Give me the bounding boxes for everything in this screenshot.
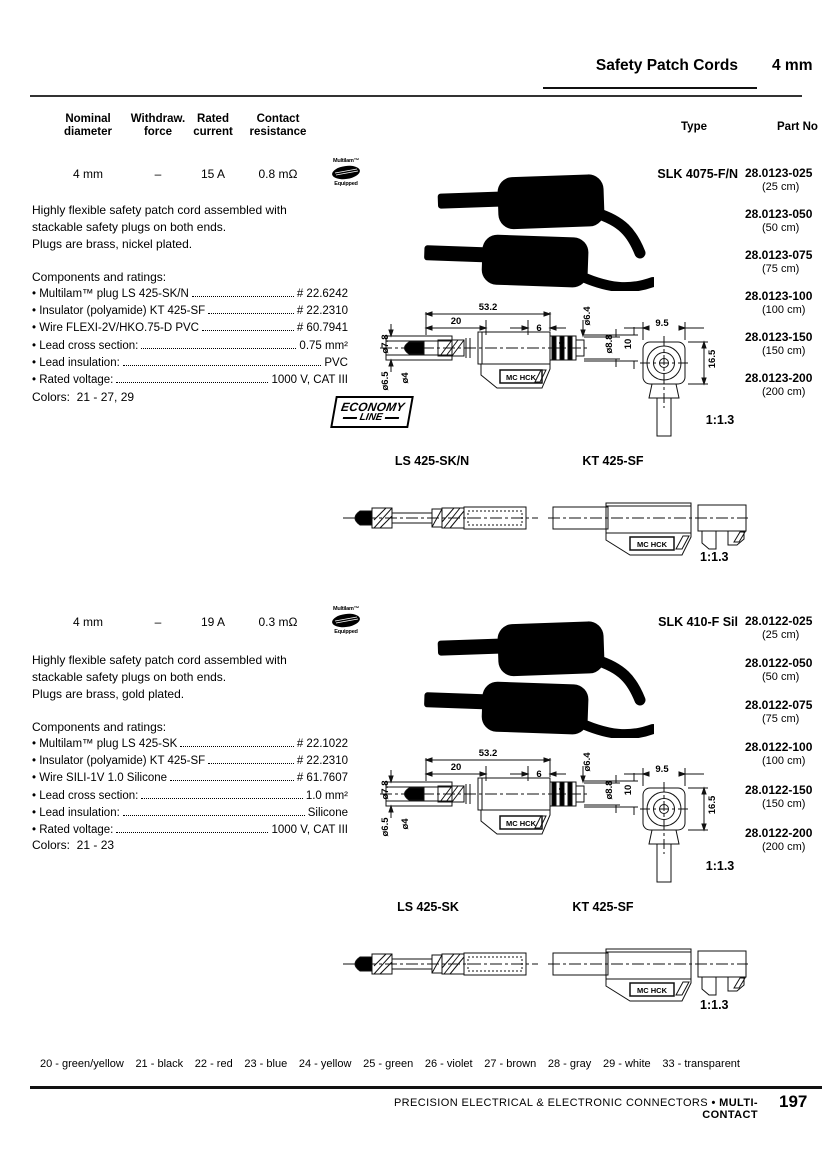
brand-mark: MC HCK	[637, 540, 667, 549]
col-nominal-diameter: Nominal diameter	[64, 113, 112, 138]
component-drawing	[338, 924, 752, 1004]
component-row: • Wire FLEXI-2V/HKO.75-D PVC # 60.7941	[32, 322, 348, 335]
dim-4: ø4	[400, 818, 411, 830]
dimension-drawing	[378, 290, 746, 438]
multilam-equipped-logo: Multilam™ Equipped	[332, 158, 359, 187]
dim-total: 53.2	[478, 302, 498, 313]
part-entry: 28.0123-050 (50 cm)	[745, 207, 813, 234]
part-entry: 28.0123-100 (100 cm)	[745, 289, 813, 316]
dim-78: ø7.8	[380, 334, 391, 354]
top-rule	[30, 95, 802, 97]
dim-4: ø4	[400, 372, 411, 384]
pin-label: LS 425-SK/N	[394, 454, 470, 468]
part-entry: 28.0122-025 (25 cm)	[745, 614, 813, 641]
part-entry: 28.0123-150 (150 cm)	[745, 330, 813, 357]
footer-line: PRECISION ELECTRICAL & ELECTRONIC CONNECTORS • MULTI-CONTACT	[393, 1097, 758, 1121]
part-entry: 28.0123-200 (200 cm)	[745, 371, 813, 398]
multilam-blob-icon	[331, 165, 361, 180]
component-row: • Multilam™ plug LS 425-SK/N # 22.6242	[32, 288, 348, 300]
legend-item: 21 - black	[135, 1058, 184, 1070]
legend-item: 26 - violet	[424, 1058, 473, 1070]
dim-64: ø6.4	[582, 306, 593, 326]
spec-current: 15 A	[200, 167, 226, 181]
part-entry: 28.0123-075 (75 cm)	[745, 248, 813, 275]
component-row: • Insulator (polyamide) KT 425-SF # 22.2310	[32, 305, 348, 318]
dim-95: 9.5	[655, 318, 669, 329]
dim-88: ø8.8	[604, 780, 615, 800]
dim-4-inner: ø4	[557, 341, 566, 351]
multilam-equipped-logo: Multilam™ Equipped	[332, 606, 359, 635]
patch-cord-photo	[424, 163, 654, 291]
part-entry: 28.0122-150 (150 cm)	[745, 783, 813, 810]
dim-6: 6	[536, 323, 542, 334]
brand-mark: MC HCK	[637, 986, 667, 995]
multilam-blob-icon	[331, 613, 361, 628]
legend-item: 27 - brown	[484, 1058, 537, 1070]
component-row: • Rated voltage: 1000 V, CAT III	[32, 374, 348, 387]
components-list	[32, 736, 348, 839]
component-row: • Rated voltage: 1000 V, CAT III	[32, 824, 348, 837]
legend-item: 23 - blue	[244, 1058, 288, 1070]
col-rated-current: Rated current	[193, 113, 233, 138]
scale-label: 1:1.3	[705, 413, 735, 427]
part-entry: 28.0122-050 (50 cm)	[745, 656, 813, 683]
dim-64: ø6.4	[582, 752, 593, 772]
brand-mark: MC HCK	[506, 373, 536, 382]
page-number: 197	[779, 1092, 808, 1111]
spec-current: 19 A	[200, 615, 226, 629]
component-row: • Lead insulation: PVC	[32, 356, 348, 369]
component-row: • Lead insulation: Silicone	[32, 806, 348, 819]
dimension-drawing	[378, 736, 746, 884]
dim-165: 16.5	[707, 795, 718, 815]
col-part-no: Part No	[777, 121, 818, 133]
legend-item: 25 - green	[363, 1058, 414, 1070]
component-row: • Lead cross section: 1.0 mm²	[32, 789, 348, 802]
spec-resistance: 0.8 mΩ	[258, 167, 298, 181]
legend-item: 28 - gray	[547, 1058, 592, 1070]
dim-78: ø7.8	[380, 780, 391, 800]
insulator-label: KT 425-SF	[582, 454, 644, 468]
colors-note: Colors: 21 - 23	[32, 838, 115, 852]
product-description: Highly flexible safety patch cord assembled with stackable safety plugs on both ends. Plugs are brass, nickel plated.	[32, 203, 287, 251]
brand-mark: MC HCK	[506, 819, 536, 828]
spec-force: –	[154, 615, 162, 629]
pin-label: LS 425-SK	[397, 900, 459, 914]
spec-force: –	[154, 167, 162, 181]
part-entry: 28.0122-075 (75 cm)	[745, 698, 813, 725]
legend-item: 20 - green/yellow	[40, 1058, 124, 1070]
header-rule	[543, 87, 757, 89]
dim-165: 16.5	[707, 349, 718, 369]
col-type: Type	[681, 121, 707, 133]
part-entry: 28.0122-200 (200 cm)	[745, 826, 813, 853]
dim-88: ø8.8	[604, 334, 615, 354]
components-list	[32, 286, 348, 389]
dim-4-inner: ø4	[557, 787, 566, 797]
type-label: SLK 4075-F/N	[657, 167, 738, 181]
components-title: Components and ratings:	[32, 270, 167, 284]
spec-diameter: 4 mm	[73, 167, 103, 181]
spec-resistance: 0.3 mΩ	[258, 615, 298, 629]
legend-item: 22 - red	[194, 1058, 233, 1070]
col-withdraw-force: Withdraw. force	[130, 113, 186, 138]
color-legend	[40, 1058, 740, 1070]
part-entry: 28.0123-025 (25 cm)	[745, 166, 813, 193]
dim-20: 20	[450, 316, 462, 327]
scale-label: 1:1.3	[700, 998, 729, 1012]
legend-item: 24 - yellow	[298, 1058, 352, 1070]
dim-10: 10	[623, 784, 634, 796]
component-row: • Insulator (polyamide) KT 425-SF # 22.2310	[32, 755, 348, 768]
patch-cord-photo	[424, 610, 654, 738]
component-row: • Wire SILI-1V 1.0 Silicone # 61.7607	[32, 772, 348, 785]
dim-6: 6	[536, 769, 542, 780]
scale-label: 1:1.3	[705, 859, 735, 873]
spec-diameter: 4 mm	[73, 615, 103, 629]
product-description: Highly flexible safety patch cord assembled with stackable safety plugs on both ends. Plugs are brass, gold plated.	[32, 653, 287, 701]
part-entry: 28.0122-100 (100 cm)	[745, 740, 813, 767]
legend-item: 33 - transparent	[662, 1058, 740, 1070]
component-row: • Lead cross section: 0.75 mm²	[32, 339, 348, 352]
col-contact-resistance: Contact resistance	[249, 113, 307, 138]
components-title: Components and ratings:	[32, 720, 167, 734]
dim-total: 53.2	[478, 748, 498, 759]
scale-label: 1:1.3	[700, 550, 729, 564]
component-drawing	[338, 478, 752, 558]
dim-65: ø6.5	[380, 817, 391, 837]
page-size-label: 4 mm	[772, 57, 813, 74]
dim-65: ø6.5	[380, 371, 391, 391]
colors-note: Colors: 21 - 27, 29	[32, 390, 135, 404]
page-title: Safety Patch Cords	[595, 57, 738, 74]
economy-line-badge: ECONOMY LINE	[330, 396, 414, 428]
dim-95: 9.5	[655, 764, 669, 775]
insulator-label: KT 425-SF	[572, 900, 634, 914]
dim-10: 10	[623, 338, 634, 350]
footer-rule	[30, 1086, 822, 1089]
component-row: • Multilam™ plug LS 425-SK # 22.1022	[32, 738, 348, 750]
type-label: SLK 410-F Sil	[658, 615, 738, 629]
dim-20: 20	[450, 762, 462, 773]
legend-item: 29 - white	[602, 1058, 651, 1070]
